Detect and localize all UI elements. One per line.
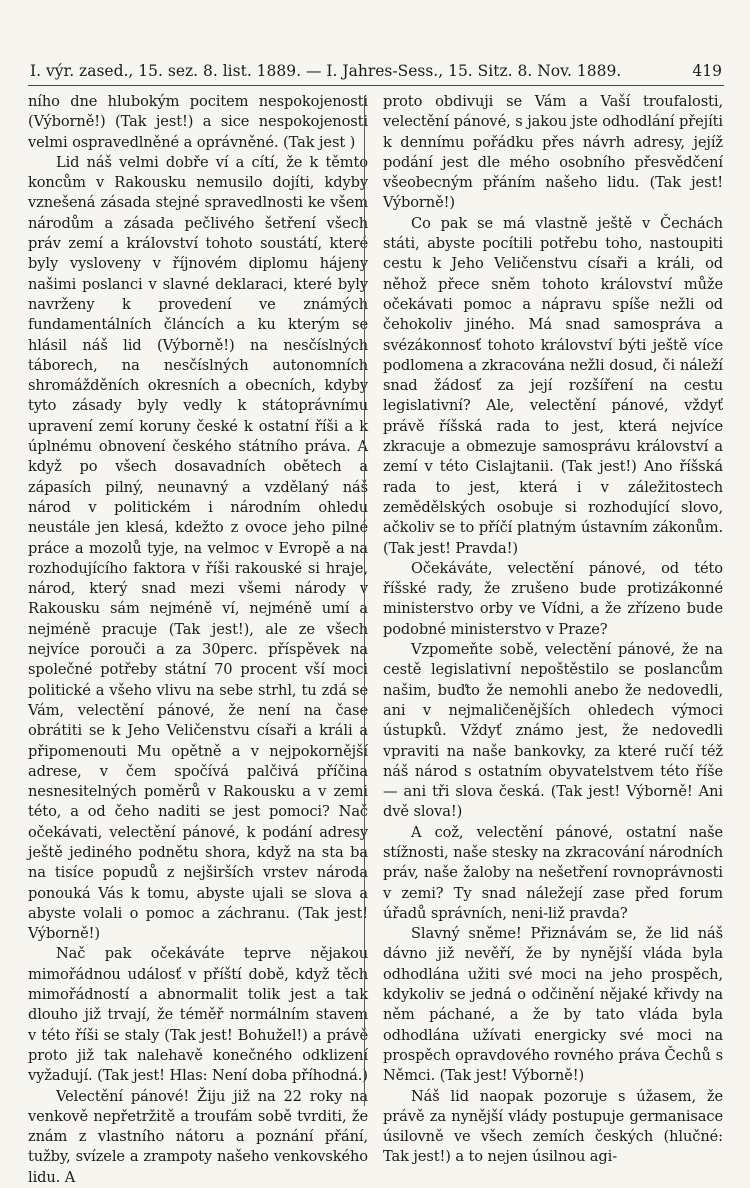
- page-number: 419: [692, 62, 722, 80]
- paragraph: Lid náš velmi dobře ví a cítí, že k těmto koncům v Rakousku nemusilo dojíti, kdyby vznešená zásada stejné spravedlnosti ke všem národům a zásada pečlivého šetření všech práv zemí a království tohoto soustátí, které byly vysloveny v říjnovém diplomu hájeny našimi poslanci v slavné deklaraci, které byly navrženy k provedení ve známých fundamentálních článcích a ku kterým se hlásil náš lid (Výborně!) na nesčíslných táborech, na nesčíslných autonomních shromážděních okresních a obecních, kdyby tyto zásady byly vedly k státoprávnímu upravení zemí koruny české k ostatní říši a k úplnému obnovení českého státního práva. A když po všech dosavadních obětech a zápasích pilný, neunavný a vzdělaný náš národ v politickém i národním ohledu neustále jen klesá, kdežto z ovoce jeho pilné práce a mozolů tyje, na velmoc v Evropě a na rozhodujícího faktora v říši rakouské si hraje, národ, který snad mezi všemi národy v Rakousku sám nejméně ví, nejméně umí a nejméně pracuje (Tak jest!), ale ze všech nejvíce porouči a za 30perc. příspěvek na společné potřeby státní 70 procent vší moci politické a všeho vlivu na sebe strhl, tu zdá se Vám, velectění pánové, že není na čase obrátiti se k Jeho Veličenstvu císaři a králi a připomenouti Mu opětně a v nejpokornější adrese, v čem spočívá palčivá příčina nesnesitelných poměrů v Rakousku a v zemi této, a od čeho naditi se jest pomoci? Nač očekávati, velectění pánové, k podání adresy ještě jediného podnětu shora, když na sta ba na tisíce popudů z nejširších vrstev národa ponouká Vás k tomu, abyste ujali se slova a abyste volali o pomoc a záchranu. (Tak jest! Výborně!): [28, 153, 368, 943]
- paragraph: Očekáváte, velectění pánové, od této říšské rady, že zrušeno bude protizákonné ministerstvo orby ve Vídni, a že zřízeno bude podobné ministerstvo v Praze?: [383, 559, 723, 638]
- right-column: [383, 92, 723, 1168]
- paragraph: Slavný sněme! Přiznávám se, že lid náš dávno již nevěří, že by nynější vláda byla odhodlána užiti své moci na jeho prospěch, kdykoliv se jedná o odčinění nějaké křivdy na něm páchané, a že by tato vláda byla odhodlána užívati energicky své moci na prospěch opravdového rovného práva Čechů s Němci. (Tak jest! Výborně!): [383, 925, 723, 1085]
- running-header: [28, 57, 724, 86]
- column-divider: [364, 96, 365, 1106]
- left-column: [28, 92, 368, 1188]
- paragraph: ního dne hlubokým pocitem nespokojenosti (Výborně!) (Tak jest!) a sice nespokojenosti velmi ospravedlněné a oprávněné. (Tak jest ): [28, 93, 368, 151]
- paragraph: Nač pak očekáváte teprve nějakou mimořádnou událosť v příští době, když těch mimořádností a abnormalit tolik jest a tak dlouho již trvají, že téměř normálním stavem v této říši se staly (Tak jest! Bohužel!) a právě proto již tak nalehavě konečného odklizení vyžadují. (Tak jest! Hlas: Není doba příhodná.): [28, 945, 368, 1085]
- paragraph: Náš lid naopak pozoruje s úžasem, že právě za nynější vlády postupuje germanisace úsilovně ve všech zemích českých (hlučné: Tak jest!) a to nejen úsilnou agi-: [383, 1087, 723, 1166]
- paragraph: Co pak se má vlastně ještě v Čechách státi, abyste pocítili potřebu toho, nastoupiti cestu k Jeho Veličenstvu císaři a králi, od něhož přece sněm tohoto království může očekávati pomoc a nápravu spíše nežli od čehokoliv jiného. Má snad samospráva a svézákonnosť tohoto království býti ještě více podlomena a zkracována nežli dosud, či náleží snad žádosť za její rozšíření na cestu legislativní? Ale, velectění pánové, vždyť právě říšská rada to jest, která nejvíce zkracuje a obmezuje samosprávu království a zemí v této Cislajtanii. (Tak jest!) Ano říšská rada to jest, která i v záležitostech zemědělských osobuje si rozhodující slovo, ačkoliv se to příčí platným ústavním zákonům. (Tak jest! Pravda!): [383, 214, 723, 557]
- paragraph: A což, velectění pánové, ostatní naše stížnosti, naše stesky na zkracování národních práv, naše žaloby na nešetření rovnoprávnosti v zemi? Ty snad náležejí zase před forum úřadů správních, neni-liž pravda?: [383, 823, 723, 922]
- paragraph: proto obdivuji se Vám a Vaší troufalosti, velectění pánové, s jakou jste odhodlání přejíti k dennímu pořádku přes návrh adresy, jejíž podání jest dle mého osobního přesvědčení všeobecným přáním našeho lidu. (Tak jest! Výborně!): [383, 93, 723, 212]
- running-head: I. výr. zased., 15. sez. 8. list. 1889. — I. Jahres-Sess., 15. Sitz. 8. Nov. 1889.: [30, 62, 622, 80]
- paragraph: Vzpomeňte sobě, velectění pánové, že na cestě legislativní nepoštěstilo se poslancům našim, buďto že nemohli anebo že nedovedli, ani v nejmaličenějších ohledech výmoci ústupků. Vždyť známo jest, že nedovedli vpraviti na naše bankovky, za které ručí též náš národ s ostatním obyvatelstvem této říše — ani tři slova česká. (Tak jest! Výborně! Ani dvě slova!): [383, 641, 723, 821]
- paragraph: Velectění pánové! Žiju již na 22 roky na venkově nepřetržitě a troufám sobě tvrditi, že znám z vlastního nátoru a poznání přání, tužby, svízele a zrampoty našeho venkovského lidu. A: [28, 1087, 368, 1186]
